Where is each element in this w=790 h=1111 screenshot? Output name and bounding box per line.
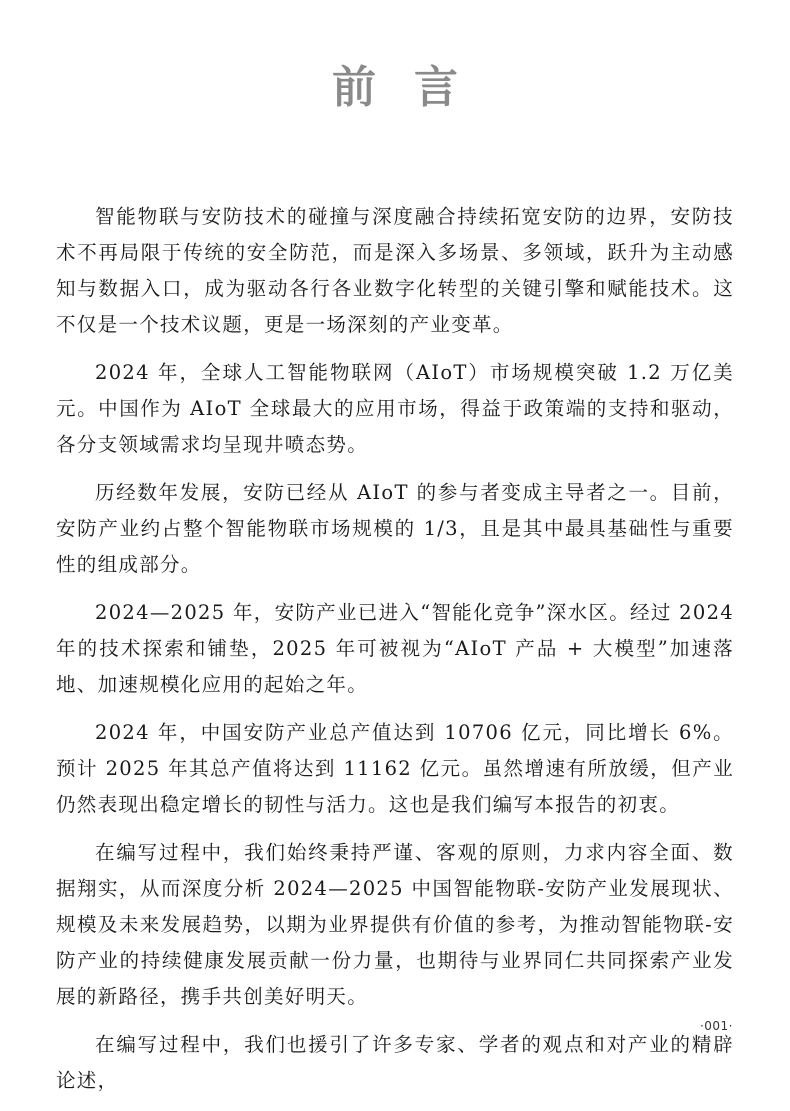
paragraph: 在编写过程中，我们始终秉持严谨、客观的原则，力求内容全面、数据翔实，从而深度分析 2024—2025 中国智能物联-安防产业发展现状、规模及未来发展趋势，以期为业界提供有价值的参考，为推动智能物联-安防产业的持续健康发展贡献一份力量，也期待与业界同仁共同探索产业发展的新路径，携手共创美好明天。	[56, 841, 734, 1008]
preface-body	[56, 199, 734, 1111]
paragraph: 2024 年，全球人工智能物联网（AIoT）市场规模突破 1.2 万亿美元。中国作为 AIoT 全球最大的应用市场，得益于政策端的支持和驱动，各分支领域需求均呈现井喷态势。	[56, 361, 734, 456]
page-title: 前言	[332, 62, 496, 113]
paragraph: 2024 年，中国安防产业总产值达到 10706 亿元，同比增长 6%。预计 2025 年其总产值将达到 11162 亿元。虽然增速有所放缓，但产业仍然表现出稳定增长的韧性与活力。这也是我们编写本报告的初衷。	[56, 721, 734, 816]
paragraph: 历经数年发展，安防已经从 AIoT 的参与者变成主导者之一。目前，安防产业约占整个智能物联市场规模的 1/3，且是其中最具基础性与重要性的组成部分。	[56, 481, 734, 576]
paragraph: 在编写过程中，我们也援引了许多专家、学者的观点和对产业的精辟论述，	[56, 1033, 734, 1092]
paragraph: 智能物联与安防技术的碰撞与深度融合持续拓宽安防的边界，安防技术不再局限于传统的安全防范，而是深入多场景、多领域，跃升为主动感知与数据入口，成为驱动各行各业数字化转型的关键引擎和赋能技术。这不仅是一个技术议题，更是一场深刻的产业变革。	[56, 205, 734, 336]
page-number: ·001·	[699, 1019, 733, 1033]
paragraph: 2024—2025 年，安防产业已进入“智能化竞争”深水区。经过 2024 年的技术探索和铺垫，2025 年可被视为“AIoT 产品 + 大模型”加速落地、加速规模化应用的起始之年。	[56, 601, 734, 696]
